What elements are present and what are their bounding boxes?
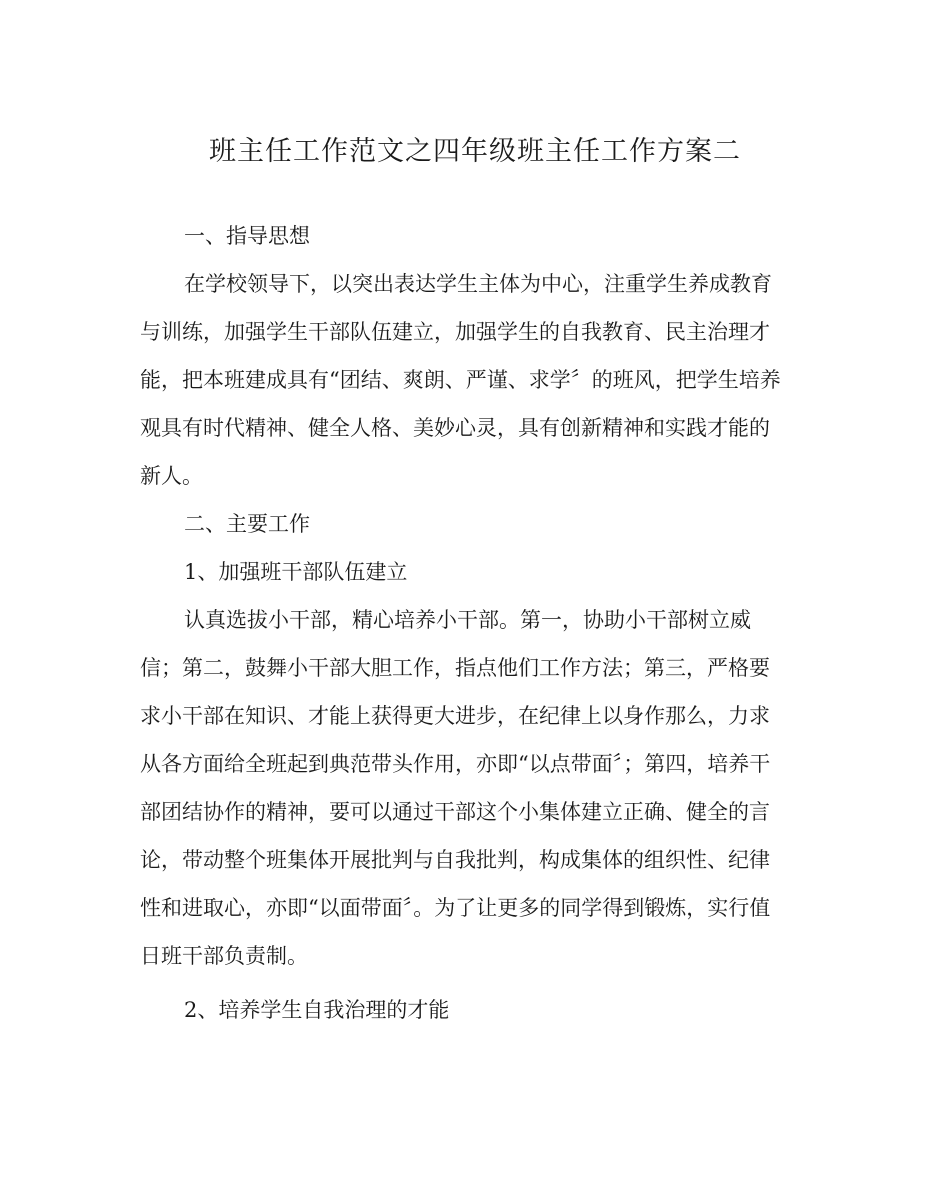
- paragraph-line: 认真选拔小干部，精心培养小干部。第一，协助小干部树立威: [184, 608, 751, 632]
- paragraph-line: 能，把本班建成具有“团结、爽朗、严谨、求学〞的班风，把学生培养: [140, 368, 781, 392]
- paragraph-line: 新人。: [140, 464, 203, 488]
- subsection-heading-cadre-building: 1、加强班干部队伍建立: [184, 560, 408, 584]
- paragraph-line: 观具有时代精神、健全人格、美妙心灵，具有创新精神和实践才能的: [140, 416, 770, 440]
- paragraph-line: 求小干部在知识、才能上获得更大进步，在纪律上以身作那么，力求: [140, 704, 770, 728]
- paragraph-line: 从各方面给全班起到典范带头作用，亦即“以点带面〞；第四，培养干: [140, 752, 771, 776]
- paragraph-line: 性和进取心，亦即“以面带面〞。为了让更多的同学得到锻炼，实行值: [140, 896, 771, 920]
- section-heading-main-work: 二、主要工作: [184, 512, 310, 536]
- paragraph-line: 在学校领导下，以突出表达学生主体为中心，注重学生养成教育: [184, 272, 772, 296]
- paragraph-line: 与训练，加强学生干部队伍建立，加强学生的自我教育、民主治理才: [140, 320, 770, 344]
- paragraph-line: 论，带动整个班集体开展批判与自我批判，构成集体的组织性、纪律: [140, 848, 770, 872]
- subsection-heading-self-management: 2、培养学生自我治理的才能: [184, 998, 450, 1022]
- document-title: 班主任工作范文之四年级班主任工作方案二: [209, 136, 741, 167]
- paragraph-line: 信；第二，鼓舞小干部大胆工作，指点他们工作方法；第三，严格要: [140, 656, 770, 680]
- paragraph-line: 部团结协作的精神，要可以通过干部这个小集体建立正确、健全的言: [140, 800, 770, 824]
- section-heading-guiding-thought: 一、指导思想: [184, 224, 310, 248]
- paragraph-line: 日班干部负责制。: [140, 944, 308, 968]
